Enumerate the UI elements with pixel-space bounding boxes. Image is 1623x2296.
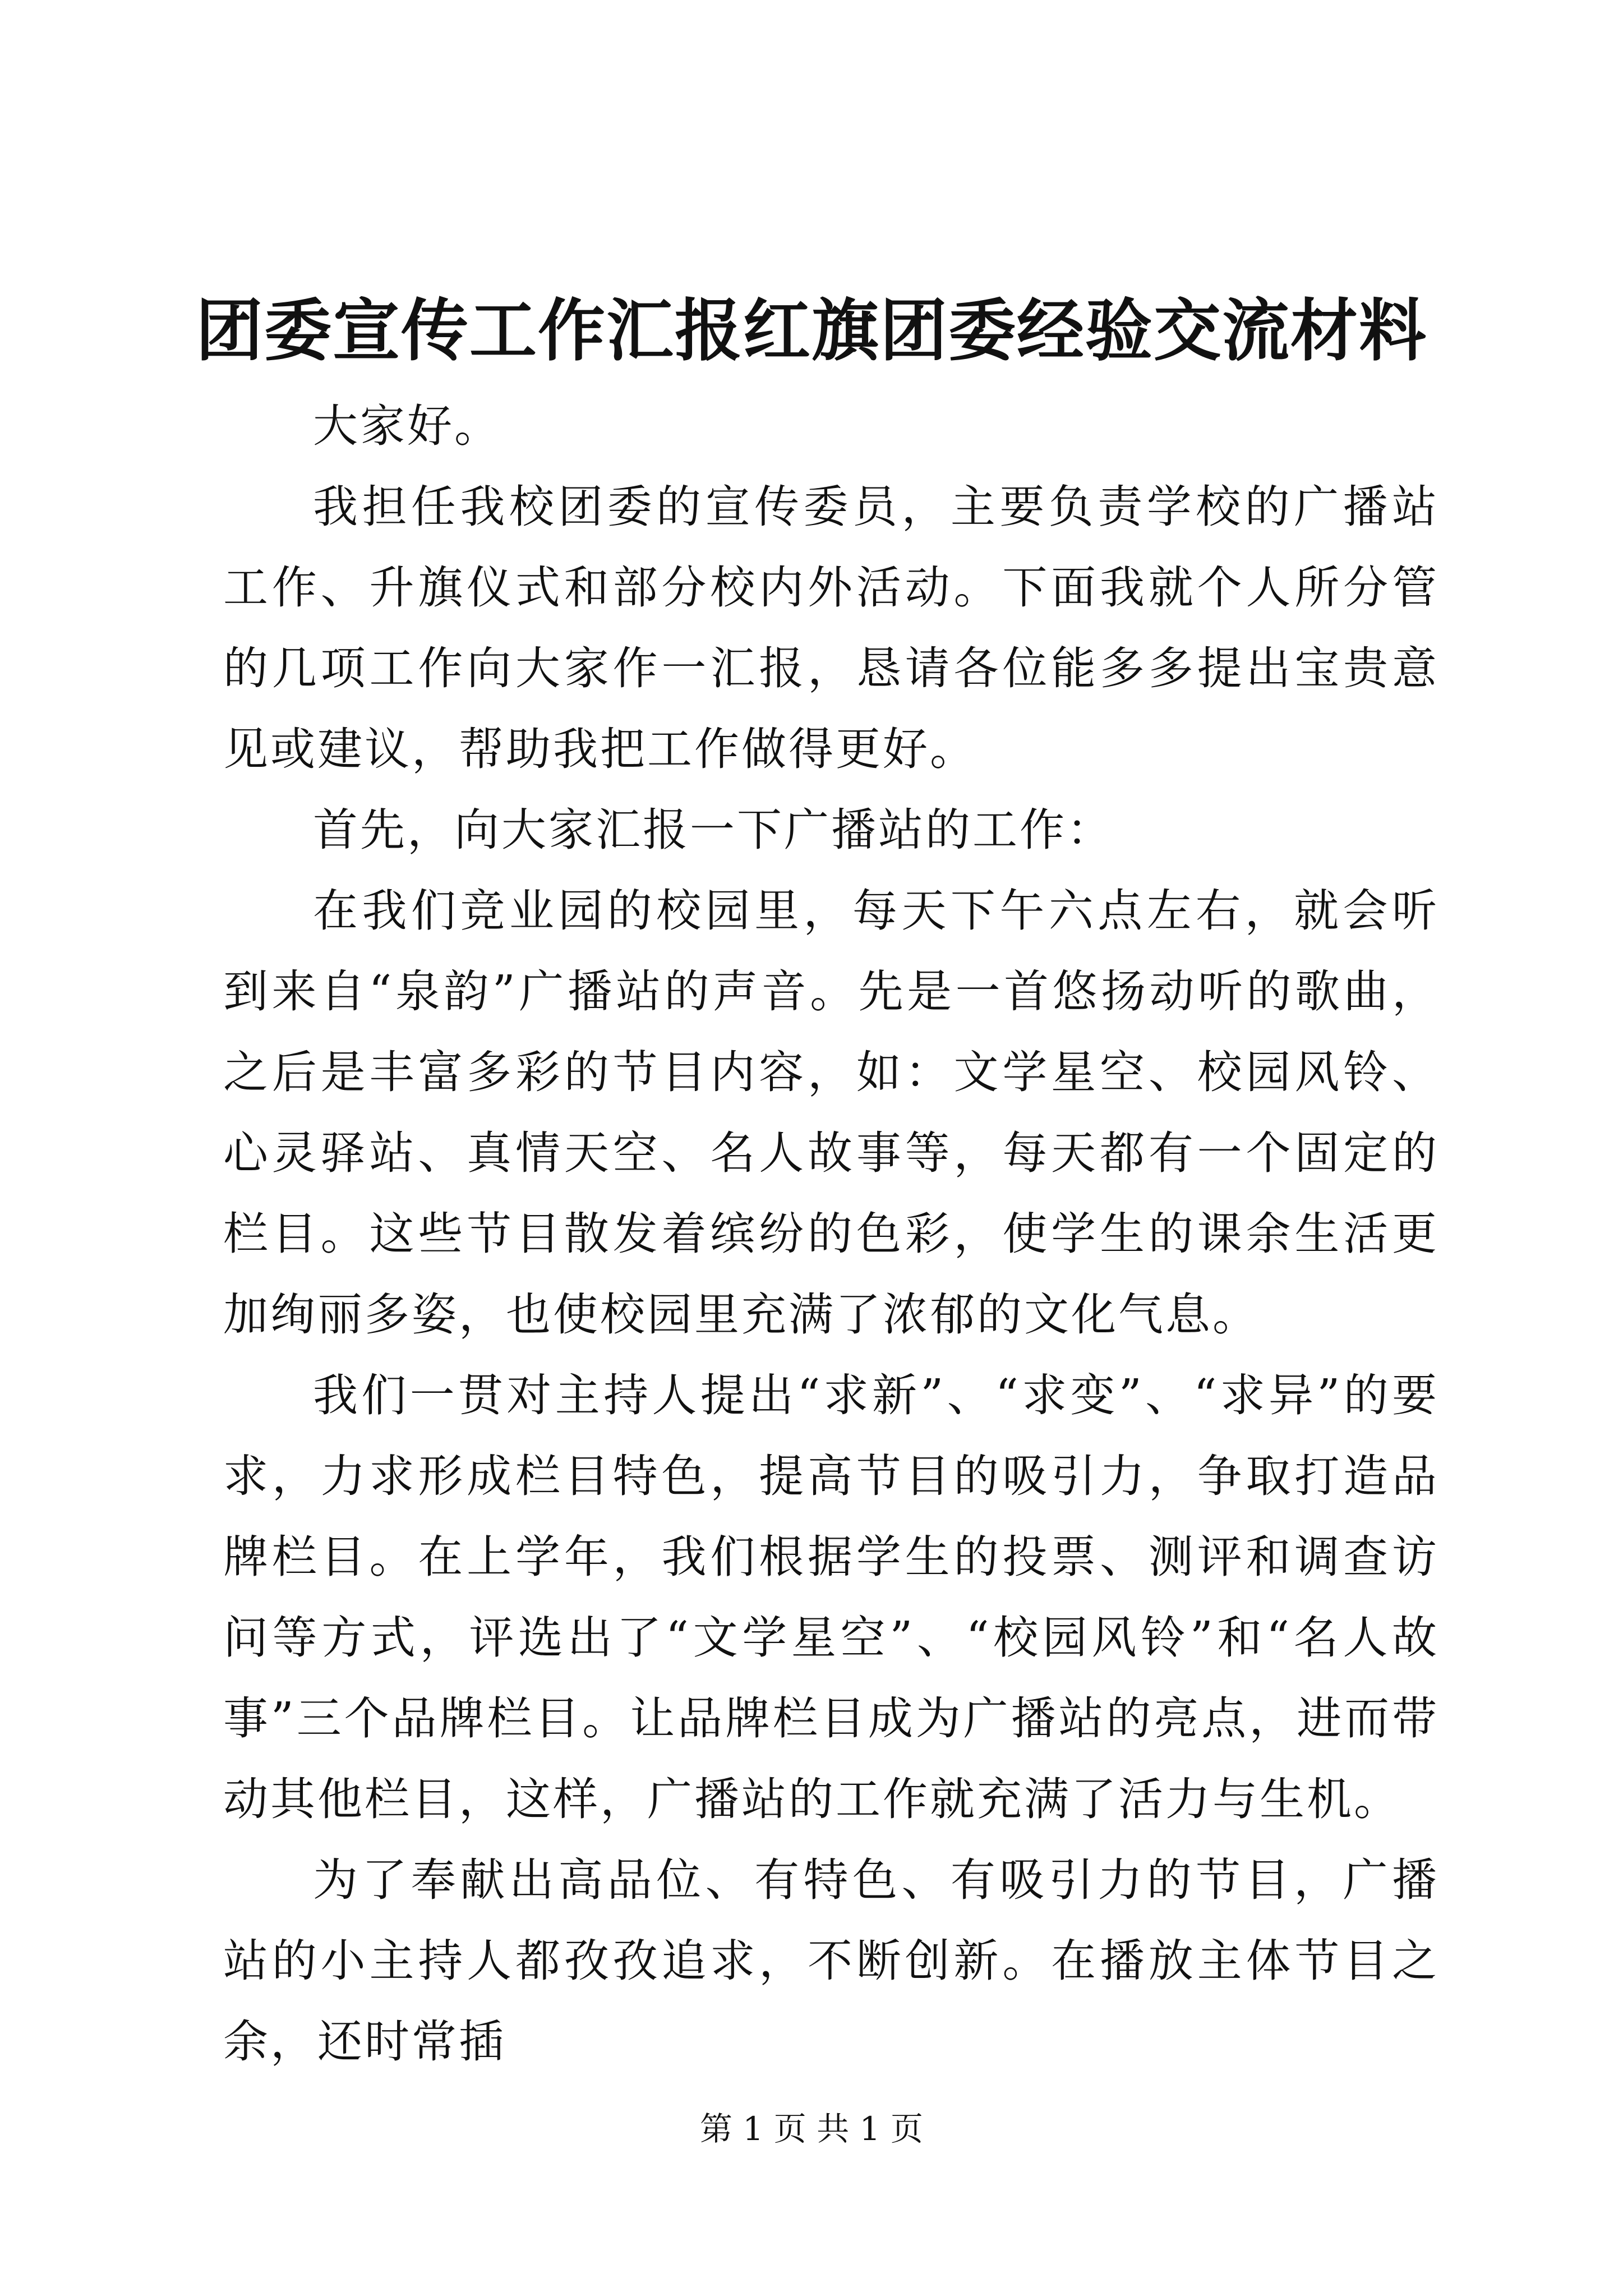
document-body — [223, 386, 1439, 2082]
page-number-label: 第 1 页 共 1 页 — [700, 2110, 923, 2148]
paragraph-greeting: 大家好。 — [313, 400, 501, 452]
document-title: 团委宣传工作汇报红旗团委经验交流材料 — [196, 291, 1427, 370]
paragraph-innovation: 为了奉献出高品位、有特色、有吸引力的节目，广播站的小主持人都孜孜追求，不断创新。在播放主体节目之余，还时常插 — [223, 1854, 1439, 2068]
page-footer — [0, 2106, 1623, 2151]
paragraph-broadcast-intro: 首先，向大家汇报一下广播站的工作： — [313, 804, 1114, 856]
paragraph-brand-programs: 我们一贯对主持人提出“求新”、“求变”、“求异”的要求，力求形成栏目特色，提高节目的吸引力，争取打造品牌栏目。在上学年，我们根据学生的投票、测评和调查访问等方式，评选出了“文学星空”、“校园风铃”和“名人故事”三个品牌栏目。让品牌栏目成为广播站的亮点，进而带动其他栏目，这样，广播站的工作就充满了活力与生机。 — [223, 1369, 1439, 1825]
paragraph-broadcast-description: 在我们竞业园的校园里，每天下午六点左右，就会听到来自“泉韵”广播站的声音。先是一首悠扬动听的歌曲，之后是丰富多彩的节目内容，如：文学星空、校园风铃、心灵驿站、真情天空、名人故事等，每天都有一个固定的栏目。这些节目散发着缤纷的色彩，使学生的课余生活更加绚丽多姿，也使校园里充满了浓郁的文化气息。 — [223, 885, 1439, 1341]
paragraph-introduction: 我担任我校团委的宣传委员，主要负责学校的广播站工作、升旗仪式和部分校内外活动。下面我就个人所分管的几项工作向大家作一汇报，恳请各位能多多提出宝贵意见或建议，帮助我把工作做得更好。 — [223, 481, 1439, 775]
